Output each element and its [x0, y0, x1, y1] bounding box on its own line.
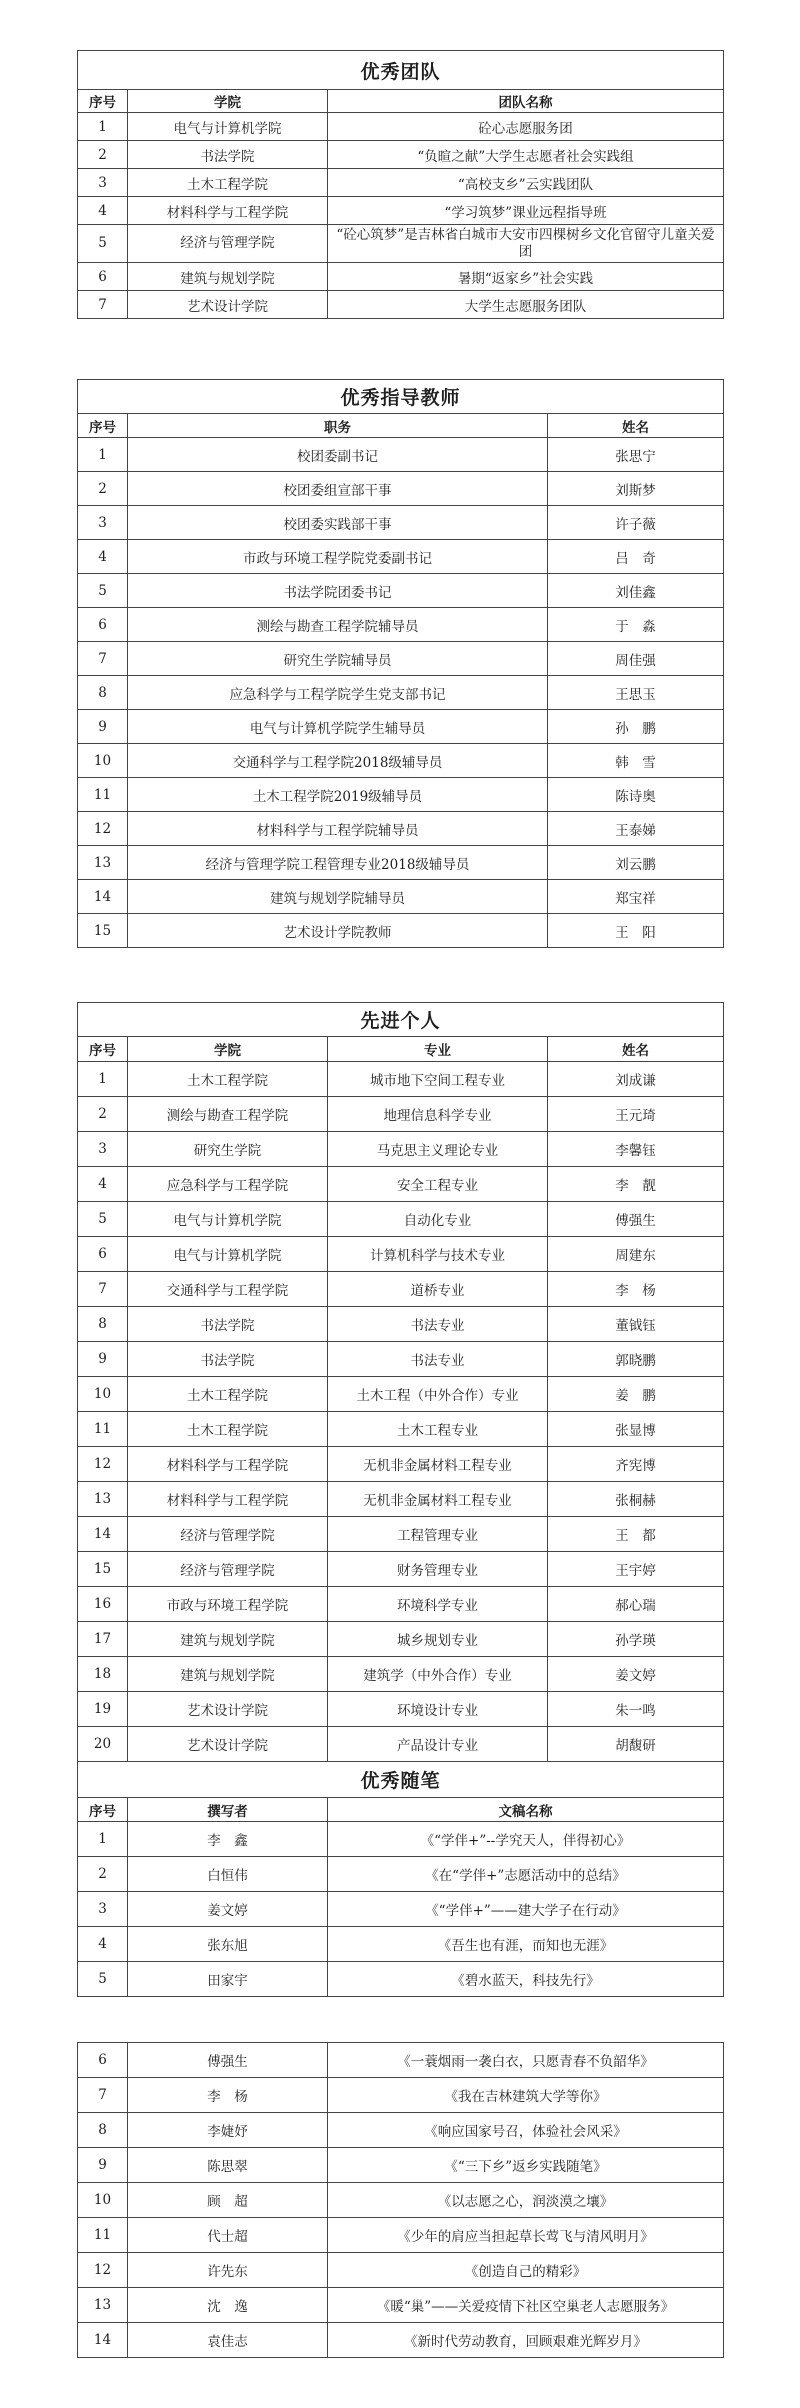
table-cell: 建筑与规划学院	[128, 263, 328, 291]
table-row	[78, 710, 724, 744]
table-cell: 地理信息科学专业	[328, 1097, 548, 1132]
table-cell: 郝心瑞	[548, 1587, 724, 1622]
table-cell: 市政与环境工程学院	[128, 1587, 328, 1622]
table-cell: 沈 逸	[128, 2288, 328, 2323]
table-cell: 20	[78, 1727, 128, 1762]
table-cell: 6	[78, 608, 128, 642]
table-cell: 13	[78, 846, 128, 880]
table-cell: 计算机科学与技术专业	[328, 1237, 548, 1272]
table-cell: 环境设计专业	[328, 1692, 548, 1727]
table-cell: 《“学伴+”--学究天人，伴得初心》	[328, 1822, 724, 1857]
table-cell: 书法学院	[128, 1342, 328, 1377]
table-cell: 安全工程专业	[328, 1167, 548, 1202]
table-cell: 1	[78, 1822, 128, 1857]
table-cell: 郑宝祥	[548, 880, 724, 914]
table-cell: 《响应国家号召，体验社会风采》	[328, 2113, 724, 2148]
table-cell: 许子薇	[548, 506, 724, 540]
table-cell: 郭晓鹏	[548, 1342, 724, 1377]
table-cell: 书法学院团委书记	[128, 574, 548, 608]
table-cell: 应急科学与工程学院	[128, 1167, 328, 1202]
table-cell: 大学生志愿服务团队	[328, 291, 724, 319]
table-cell: 道桥专业	[328, 1272, 548, 1307]
table-cell: 交通科学与工程学院	[128, 1272, 328, 1307]
table-cell: 产品设计专业	[328, 1727, 548, 1762]
table-cell: 14	[78, 2323, 128, 2358]
table-cell: 9	[78, 2148, 128, 2183]
table-row	[78, 676, 724, 710]
table-row	[78, 2113, 724, 2148]
table-cell: 《碧水蓝天，科技先行》	[328, 1962, 724, 1997]
table-cell: 《创造自己的精彩》	[328, 2253, 724, 2288]
table-cell: 《吾生也有涯，而知也无涯》	[328, 1927, 724, 1962]
table-cell: 6	[78, 263, 128, 291]
table-cell: 孙学瑛	[548, 1622, 724, 1657]
table-row	[78, 778, 724, 812]
table-cell: 张显博	[548, 1412, 724, 1447]
table-cell: 7	[78, 291, 128, 319]
essays-title: 优秀随笔	[78, 1762, 724, 1798]
table-cell: 14	[78, 880, 128, 914]
table-cell: 10	[78, 744, 128, 778]
table-row	[78, 197, 724, 225]
table-cell: 材料科学与工程学院辅导员	[128, 812, 548, 846]
table-row	[78, 846, 724, 880]
table-row	[78, 1517, 724, 1552]
teams-header-index: 序号	[78, 90, 128, 113]
table-row	[78, 2253, 724, 2288]
table-row	[78, 1962, 724, 1997]
table-cell: 白恒伟	[128, 1857, 328, 1892]
table-cell: 1	[78, 438, 128, 472]
table-cell: 艺术设计学院教师	[128, 914, 548, 948]
table-cell: 5	[78, 574, 128, 608]
table-cell: 2	[78, 1097, 128, 1132]
table-cell: 傅强生	[548, 1202, 724, 1237]
table-cell: 研究生学院辅导员	[128, 642, 548, 676]
table-row	[78, 744, 724, 778]
table-cell: 土木工程学院2019级辅导员	[128, 778, 548, 812]
table-cell: 张思宁	[548, 438, 724, 472]
table-cell: 土木工程（中外合作）专业	[328, 1377, 548, 1412]
table-cell: 11	[78, 778, 128, 812]
table-row	[78, 1482, 724, 1517]
table-row	[78, 1237, 724, 1272]
table-cell: 傅强生	[128, 2043, 328, 2078]
table-cell: 刘成谦	[548, 1062, 724, 1097]
table-cell: 7	[78, 642, 128, 676]
table-cell: 11	[78, 2218, 128, 2253]
table-cell: 王思玉	[548, 676, 724, 710]
table-cell: 刘云鹏	[548, 846, 724, 880]
table-row	[78, 1097, 724, 1132]
table-cell: 袁佳志	[128, 2323, 328, 2358]
table-cell: 《“学伴+”——建大学子在行动》	[328, 1892, 724, 1927]
table-cell: 张东旭	[128, 1927, 328, 1962]
table-cell: 10	[78, 1377, 128, 1412]
table-cell: 经济与管理学院	[128, 225, 328, 263]
table-cell: 财务管理专业	[328, 1552, 548, 1587]
table-cell: 3	[78, 169, 128, 197]
table-cell: 吕 奇	[548, 540, 724, 574]
table-cell: 董钺钰	[548, 1307, 724, 1342]
table-row	[78, 141, 724, 169]
table-row	[78, 1132, 724, 1167]
teachers-title: 优秀指导教师	[78, 380, 724, 414]
table-cell: 4	[78, 1167, 128, 1202]
table-cell: 暑期“返家乡”社会实践	[328, 263, 724, 291]
table-cell: 2	[78, 472, 128, 506]
table-cell: 环境科学专业	[328, 1587, 548, 1622]
table-cell: 经济与管理学院	[128, 1552, 328, 1587]
table-cell: 姜 鹏	[548, 1377, 724, 1412]
table-row	[78, 472, 724, 506]
teachers-table	[77, 379, 724, 948]
table-cell: 12	[78, 1447, 128, 1482]
table-cell: 《“三下乡”返乡实践随笔》	[328, 2148, 724, 2183]
table-row	[78, 1822, 724, 1857]
table-cell: 《新时代劳动教育，回顾艰难光辉岁月》	[328, 2323, 724, 2358]
table-cell: 王 阳	[548, 914, 724, 948]
table-cell: 6	[78, 2043, 128, 2078]
table-row	[78, 1167, 724, 1202]
table-cell: 于 淼	[548, 608, 724, 642]
table-cell: 测绘与勘查工程学院辅导员	[128, 608, 548, 642]
table-row	[78, 608, 724, 642]
table-cell: 18	[78, 1657, 128, 1692]
table-cell: 校团委实践部干事	[128, 506, 548, 540]
teachers-header-position: 职务	[128, 414, 548, 438]
teams-table	[77, 50, 724, 319]
table-cell: 王 都	[548, 1517, 724, 1552]
table-cell: 19	[78, 1692, 128, 1727]
table-cell: 艺术设计学院	[128, 1692, 328, 1727]
table-cell: 8	[78, 676, 128, 710]
table-cell: 《在“学伴+”志愿活动中的总结》	[328, 1857, 724, 1892]
table-cell: 4	[78, 197, 128, 225]
table-cell: 李 杨	[548, 1272, 724, 1307]
table-row	[78, 1622, 724, 1657]
table-cell: “高校支乡”云实践团队	[328, 169, 724, 197]
table-cell: 周建东	[548, 1237, 724, 1272]
table-cell: 土木工程学院	[128, 169, 328, 197]
table-row	[78, 1447, 724, 1482]
table-row	[78, 1657, 724, 1692]
table-cell: 书法专业	[328, 1307, 548, 1342]
table-cell: 城乡规划专业	[328, 1622, 548, 1657]
table-cell: 4	[78, 540, 128, 574]
table-cell: 17	[78, 1622, 128, 1657]
individuals-title: 先进个人	[78, 1003, 724, 1037]
table-row	[78, 1727, 724, 1762]
table-cell: 王元琦	[548, 1097, 724, 1132]
table-cell: 代士超	[128, 2218, 328, 2253]
table-cell: “学习筑梦”课业远程指导班	[328, 197, 724, 225]
table-cell: 12	[78, 2253, 128, 2288]
essays-header-author: 撰写者	[128, 1798, 328, 1822]
table-cell: 土木工程学院	[128, 1412, 328, 1447]
table-cell: 工程管理专业	[328, 1517, 548, 1552]
table-row	[78, 1857, 724, 1892]
table-cell: 土木工程学院	[128, 1062, 328, 1097]
table-cell: 《少年的肩应当担起草长莺飞与清风明月》	[328, 2218, 724, 2253]
table-row	[78, 880, 724, 914]
table-cell: 朱一鸣	[548, 1692, 724, 1727]
table-cell: 李馨钰	[548, 1132, 724, 1167]
table-row	[78, 540, 724, 574]
table-row	[78, 1342, 724, 1377]
teachers-header-name: 姓名	[548, 414, 724, 438]
table-cell: 陈诗奥	[548, 778, 724, 812]
table-row	[78, 1272, 724, 1307]
table-cell: 建筑学（中外合作）专业	[328, 1657, 548, 1692]
table-cell: 马克思主义理论专业	[328, 1132, 548, 1167]
table-cell: 校团委组宣部干事	[128, 472, 548, 506]
table-row	[78, 291, 724, 319]
table-cell: 李 杨	[128, 2078, 328, 2113]
table-cell: “负暄之献”大学生志愿者社会实践组	[328, 141, 724, 169]
table-row	[78, 2323, 724, 2358]
table-row	[78, 2183, 724, 2218]
table-cell: 经济与管理学院工程管理专业2018级辅导员	[128, 846, 548, 880]
essays-table-part2	[77, 2042, 724, 2358]
table-cell: 13	[78, 1482, 128, 1517]
individuals-table	[77, 1002, 724, 1762]
table-cell: 16	[78, 1587, 128, 1622]
table-cell: 王宇婷	[548, 1552, 724, 1587]
table-cell: 9	[78, 1342, 128, 1377]
table-cell: 电气与计算机学院	[128, 1237, 328, 1272]
table-cell: 15	[78, 1552, 128, 1587]
table-row	[78, 113, 724, 141]
table-cell: 2	[78, 141, 128, 169]
table-cell: 材料科学与工程学院	[128, 1482, 328, 1517]
table-cell: 姜文婷	[548, 1657, 724, 1692]
table-row	[78, 438, 724, 472]
table-cell: 5	[78, 1962, 128, 1997]
essays-header-title: 文稿名称	[328, 1798, 724, 1822]
table-cell: 9	[78, 710, 128, 744]
table-row	[78, 1307, 724, 1342]
table-cell: 孙 鹏	[548, 710, 724, 744]
table-cell: 齐宪博	[548, 1447, 724, 1482]
table-cell: 王泰娣	[548, 812, 724, 846]
table-cell: 11	[78, 1412, 128, 1447]
table-cell: 8	[78, 2113, 128, 2148]
table-cell: 交通科学与工程学院2018级辅导员	[128, 744, 548, 778]
table-cell: 无机非金属材料工程专业	[328, 1482, 548, 1517]
table-cell: 6	[78, 1237, 128, 1272]
table-cell: 测绘与勘查工程学院	[128, 1097, 328, 1132]
table-cell: 书法学院	[128, 141, 328, 169]
table-cell: 艺术设计学院	[128, 291, 328, 319]
table-cell: 无机非金属材料工程专业	[328, 1447, 548, 1482]
table-cell: “砼心筑梦”是吉林省白城市大安市四棵树乡文化官留守儿童关爱团	[328, 225, 724, 263]
teachers-header-index: 序号	[78, 414, 128, 438]
table-row	[78, 812, 724, 846]
table-cell: 2	[78, 1857, 128, 1892]
table-cell: 电气与计算机学院	[128, 113, 328, 141]
table-row	[78, 1552, 724, 1587]
table-cell: 5	[78, 1202, 128, 1237]
table-row	[78, 1202, 724, 1237]
table-cell: 建筑与规划学院辅导员	[128, 880, 548, 914]
table-row	[78, 1062, 724, 1097]
table-cell: 市政与环境工程学院党委副书记	[128, 540, 548, 574]
essays-header-index: 序号	[78, 1798, 128, 1822]
table-row	[78, 1587, 724, 1622]
table-cell: 土木工程专业	[328, 1412, 548, 1447]
table-cell: 建筑与规划学院	[128, 1622, 328, 1657]
table-row	[78, 1377, 724, 1412]
table-cell: 李 靓	[548, 1167, 724, 1202]
table-cell: 田家宇	[128, 1962, 328, 1997]
table-cell: 自动化专业	[328, 1202, 548, 1237]
table-cell: 应急科学与工程学院学生党支部书记	[128, 676, 548, 710]
table-row	[78, 642, 724, 676]
table-cell: 姜文婷	[128, 1892, 328, 1927]
table-cell: 胡馥研	[548, 1727, 724, 1762]
table-row	[78, 1412, 724, 1447]
table-cell: 1	[78, 113, 128, 141]
table-cell: 经济与管理学院	[128, 1517, 328, 1552]
table-cell: 1	[78, 1062, 128, 1097]
table-cell: 书法专业	[328, 1342, 548, 1377]
table-row	[78, 2288, 724, 2323]
table-cell: 李 鑫	[128, 1822, 328, 1857]
table-row	[78, 2043, 724, 2078]
table-cell: 《一蓑烟雨一袭白衣，只愿青春不负韶华》	[328, 2043, 724, 2078]
table-row	[78, 914, 724, 948]
table-cell: 张桐赫	[548, 1482, 724, 1517]
essays-table-part1	[77, 1761, 724, 1997]
table-cell: 陈思翠	[128, 2148, 328, 2183]
table-cell: 刘斯梦	[548, 472, 724, 506]
table-cell: 12	[78, 812, 128, 846]
table-row	[78, 2218, 724, 2253]
individuals-header-major: 专业	[328, 1037, 548, 1062]
table-row	[78, 2148, 724, 2183]
table-row	[78, 574, 724, 608]
individuals-header-index: 序号	[78, 1037, 128, 1062]
teams-title: 优秀团队	[78, 51, 724, 90]
table-row	[78, 1927, 724, 1962]
table-row	[78, 169, 724, 197]
table-cell: 14	[78, 1517, 128, 1552]
table-cell: 书法学院	[128, 1307, 328, 1342]
table-cell: 10	[78, 2183, 128, 2218]
table-cell: 《我在吉林建筑大学等你》	[328, 2078, 724, 2113]
table-cell: 《暖“巢”——关爱疫情下社区空巢老人志愿服务》	[328, 2288, 724, 2323]
table-cell: 材料科学与工程学院	[128, 197, 328, 225]
table-cell: 3	[78, 506, 128, 540]
table-cell: 城市地下空间工程专业	[328, 1062, 548, 1097]
table-row	[78, 225, 724, 263]
teams-header-team: 团队名称	[328, 90, 724, 113]
table-cell: 韩 雪	[548, 744, 724, 778]
table-cell: 电气与计算机学院	[128, 1202, 328, 1237]
table-cell: 7	[78, 2078, 128, 2113]
table-cell: 艺术设计学院	[128, 1727, 328, 1762]
table-cell: 周佳强	[548, 642, 724, 676]
teams-header-college: 学院	[128, 90, 328, 113]
individuals-header-college: 学院	[128, 1037, 328, 1062]
table-cell: 15	[78, 914, 128, 948]
table-cell: 8	[78, 1307, 128, 1342]
table-cell: 7	[78, 1272, 128, 1307]
table-row	[78, 1892, 724, 1927]
table-cell: 3	[78, 1892, 128, 1927]
table-cell: 校团委副书记	[128, 438, 548, 472]
table-cell: 5	[78, 225, 128, 263]
table-cell: 建筑与规划学院	[128, 1657, 328, 1692]
table-cell: 研究生学院	[128, 1132, 328, 1167]
table-cell: 《以志愿之心，润淡漠之壤》	[328, 2183, 724, 2218]
table-cell: 电气与计算机学院学生辅导员	[128, 710, 548, 744]
table-cell: 材料科学与工程学院	[128, 1447, 328, 1482]
table-row	[78, 506, 724, 540]
table-cell: 刘佳鑫	[548, 574, 724, 608]
table-row	[78, 2078, 724, 2113]
table-cell: 李婕妤	[128, 2113, 328, 2148]
table-cell: 许先东	[128, 2253, 328, 2288]
table-row	[78, 263, 724, 291]
individuals-header-name: 姓名	[548, 1037, 724, 1062]
table-cell: 顾 超	[128, 2183, 328, 2218]
table-cell: 3	[78, 1132, 128, 1167]
table-cell: 13	[78, 2288, 128, 2323]
table-cell: 砼心志愿服务团	[328, 113, 724, 141]
table-cell: 土木工程学院	[128, 1377, 328, 1412]
table-row	[78, 1692, 724, 1727]
table-cell: 4	[78, 1927, 128, 1962]
